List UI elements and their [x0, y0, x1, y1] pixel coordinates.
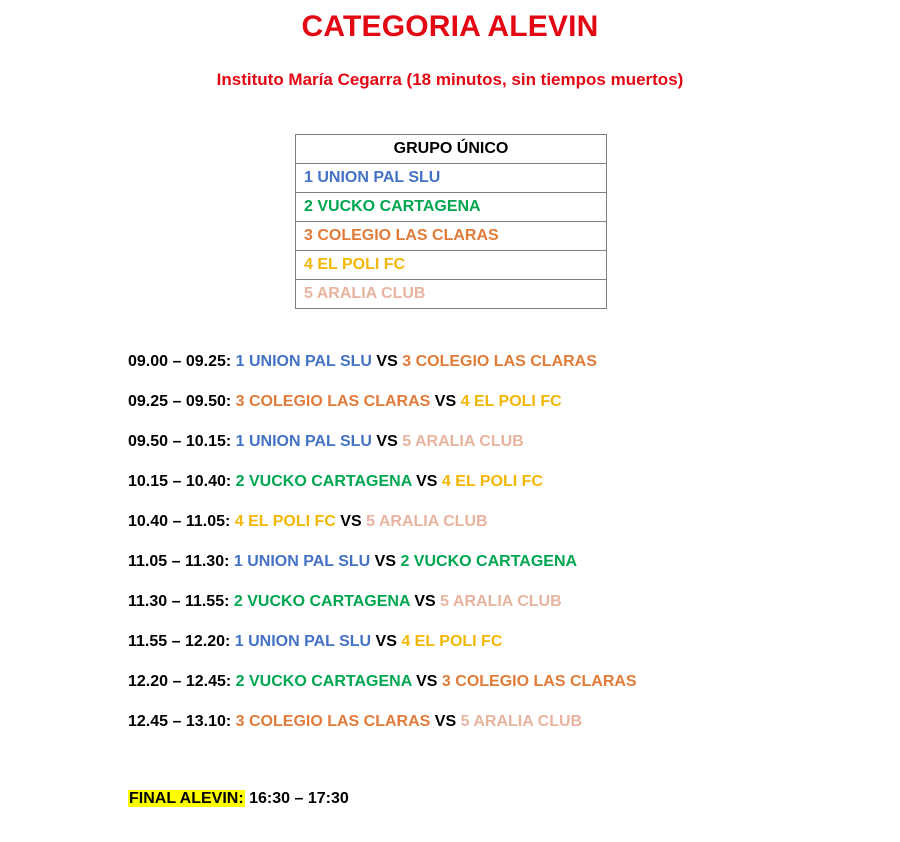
match-away-team: 3 COLEGIO LAS CLARAS: [402, 353, 597, 370]
match-time: 09.50 – 10.15:: [128, 433, 232, 450]
page-subtitle: Instituto María Cegarra (18 minutos, sin tiempos muertos): [216, 70, 684, 89]
match-time: 10.15 – 10.40:: [128, 473, 232, 490]
match-home-team: 3 COLEGIO LAS CLARAS: [235, 393, 431, 410]
match-vs: VS: [375, 633, 397, 650]
match-away-team: 5 ARALIA CLUB: [440, 593, 562, 610]
match-home-team: 1 UNION PAL SLU: [233, 553, 371, 570]
match-away-team: 2 VUCKO CARTAGENA: [400, 553, 578, 570]
match-away-team: 4 EL POLI FC: [401, 633, 503, 650]
match-vs: VS: [416, 673, 438, 690]
group-team-name: 3 COLEGIO LAS CLARAS: [296, 222, 607, 251]
match-away-team: 5 ARALIA CLUB: [460, 713, 583, 730]
final-label: FINAL ALEVIN:: [129, 790, 244, 807]
match-row: [128, 510, 828, 550]
match-time: 09.00 – 09.25:: [128, 353, 232, 370]
match-home-team: 1 UNION PAL SLU: [235, 353, 372, 370]
match-vs: VS: [376, 353, 398, 370]
group-row: [296, 280, 607, 309]
match-home-team: 1 UNION PAL SLU: [235, 433, 372, 450]
match-away-team: 3 COLEGIO LAS CLARAS: [441, 673, 637, 690]
page-title: CATEGORIA ALEVIN: [301, 10, 599, 43]
match-home-team: 2 VUCKO CARTAGENA: [235, 473, 412, 490]
match-row: [128, 470, 828, 510]
group-team-name: 2 VUCKO CARTAGENA: [296, 193, 607, 222]
match-away-team: 4 EL POLI FC: [460, 393, 562, 410]
match-row: [128, 390, 828, 430]
group-team-name: 4 EL POLI FC: [296, 251, 607, 280]
match-home-team: 2 VUCKO CARTAGENA: [235, 673, 412, 690]
match-vs: VS: [434, 393, 457, 410]
match-vs: VS: [416, 473, 438, 490]
match-time: 11.30 – 11.55:: [128, 593, 230, 610]
match-row: [128, 430, 828, 470]
match-time: 11.05 – 11.30:: [128, 553, 230, 570]
match-time: 11.55 – 12.20:: [128, 633, 231, 650]
match-home-team: 4 EL POLI FC: [234, 513, 336, 530]
match-time: 09.25 – 09.50:: [128, 393, 232, 410]
match-home-team: 1 UNION PAL SLU: [234, 633, 372, 650]
match-row: [128, 550, 828, 590]
match-away-team: 5 ARALIA CLUB: [366, 513, 488, 530]
match-schedule: [128, 350, 828, 750]
match-home-team: 2 VUCKO CARTAGENA: [233, 593, 410, 610]
match-time: 10.40 – 11.05:: [128, 513, 231, 530]
match-row: [128, 630, 828, 670]
match-time: 12.45 – 13.10:: [128, 713, 232, 730]
final-time: 16:30 – 17:30: [249, 790, 349, 807]
group-teams: [296, 164, 607, 309]
group-header: GRUPO ÚNICO: [296, 135, 607, 164]
group-team-name: 5 ARALIA CLUB: [296, 280, 607, 309]
final-line: [128, 790, 349, 808]
match-vs: VS: [376, 433, 398, 450]
match-row: [128, 710, 828, 750]
group-table: [295, 134, 607, 309]
group-team-name: 1 UNION PAL SLU: [296, 164, 607, 193]
match-time: 12.20 – 12.45:: [128, 673, 232, 690]
group-row: [296, 251, 607, 280]
match-row: [128, 670, 828, 710]
match-away-team: 5 ARALIA CLUB: [402, 433, 524, 450]
group-row: [296, 222, 607, 251]
group-row: [296, 164, 607, 193]
match-vs: VS: [374, 553, 396, 570]
match-vs: VS: [434, 713, 457, 730]
match-row: [128, 350, 828, 390]
match-row: [128, 590, 828, 630]
match-vs: VS: [340, 513, 362, 530]
match-away-team: 4 EL POLI FC: [441, 473, 543, 490]
match-home-team: 3 COLEGIO LAS CLARAS: [235, 713, 431, 730]
match-vs: VS: [414, 593, 436, 610]
group-row: [296, 193, 607, 222]
